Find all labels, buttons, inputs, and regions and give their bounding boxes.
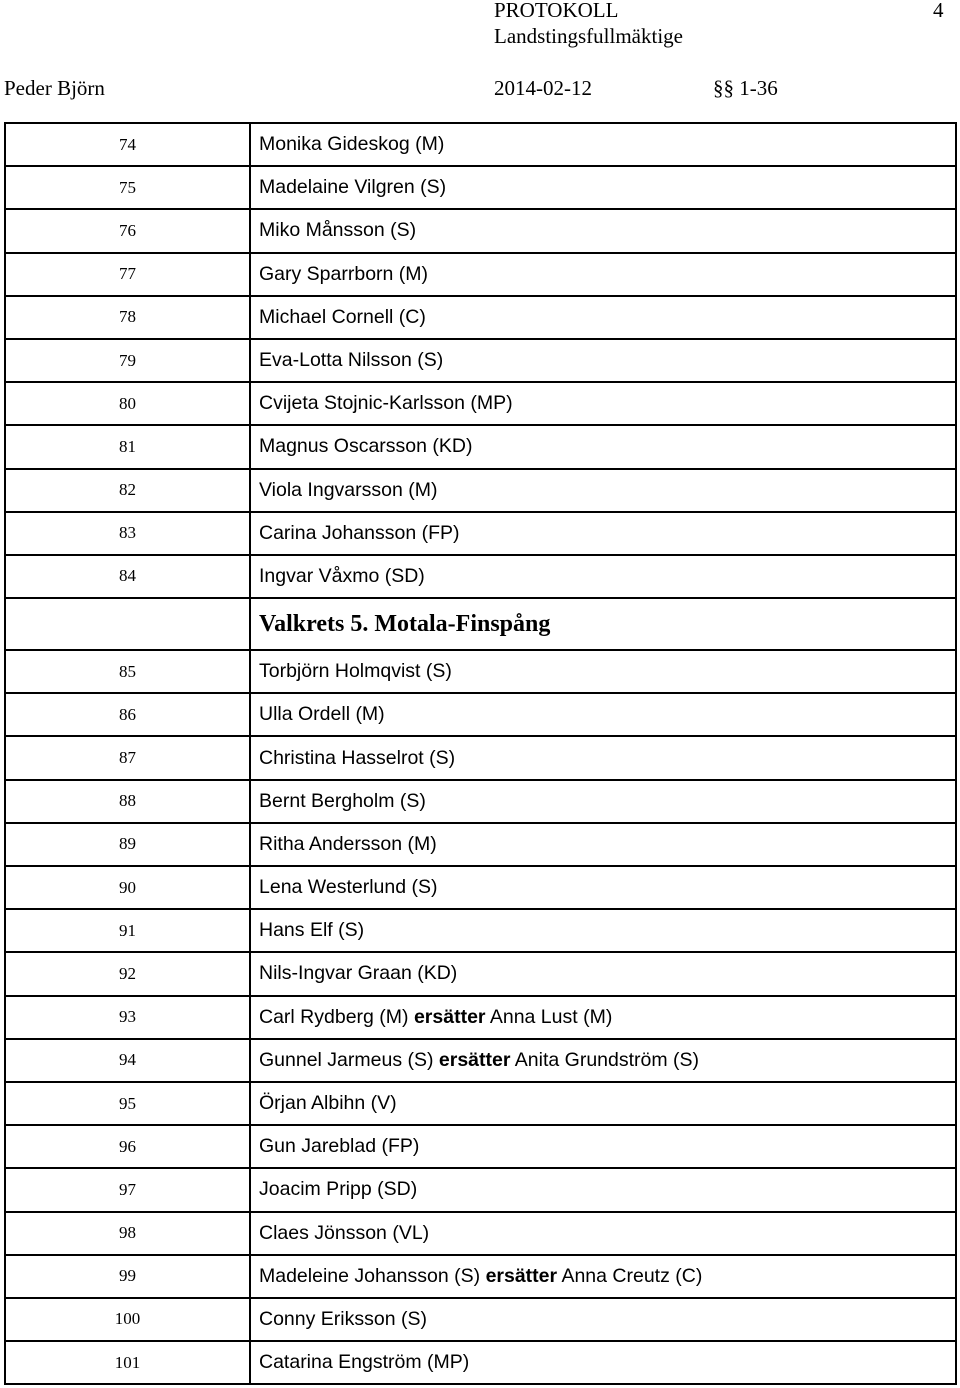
row-number-text: 80 — [119, 393, 136, 413]
table-row — [5, 866, 956, 909]
row-number-text: 90 — [119, 877, 136, 897]
row-number-text: 87 — [119, 748, 136, 768]
replaces-keyword: ersätter — [413, 1005, 486, 1028]
replaced-member-name: Anna Creutz (C) — [561, 1264, 703, 1287]
row-number — [5, 469, 250, 512]
row-number — [5, 1039, 250, 1082]
row-number-text: 82 — [119, 480, 136, 500]
row-number-text: 85 — [119, 661, 136, 681]
table-row — [5, 469, 956, 512]
row-number — [5, 1082, 250, 1125]
table-row — [5, 1168, 956, 1211]
member-cell — [250, 866, 956, 909]
table-row — [5, 996, 956, 1039]
replaces-keyword: ersätter — [485, 1264, 558, 1287]
attendance-table-body — [5, 123, 956, 1384]
member-name: Christina Hasselrot (S) — [259, 746, 456, 769]
member-name: Carina Johansson (FP) — [259, 521, 460, 544]
table-row — [5, 1341, 956, 1384]
row-number-text: 84 — [119, 566, 136, 586]
member-cell — [250, 382, 956, 425]
section-reference: §§ 1-36 — [713, 76, 778, 100]
author-name: Peder Björn — [4, 76, 105, 100]
row-number — [5, 1125, 250, 1168]
attendance-table — [4, 122, 957, 1385]
row-number-text: 97 — [119, 1179, 136, 1199]
member-name: Monika Gideskog (M) — [259, 133, 445, 156]
row-number-text: 101 — [114, 1352, 141, 1372]
member-cell — [250, 780, 956, 823]
row-number-text: 93 — [119, 1007, 136, 1027]
row-number — [5, 1341, 250, 1384]
member-cell — [250, 1212, 956, 1255]
row-number-text: 86 — [119, 704, 136, 724]
row-number-text: 91 — [119, 920, 136, 940]
organization-name: Landstingsfullmäktige — [494, 24, 683, 48]
row-number — [5, 780, 250, 823]
member-cell — [250, 339, 956, 382]
row-number — [5, 253, 250, 296]
member-cell — [250, 996, 956, 1039]
row-number-text: 76 — [119, 220, 136, 240]
table-row — [5, 425, 956, 468]
member-name: Gunnel Jarmeus (S) — [259, 1048, 434, 1071]
member-name: Ingvar Våxmo (SD) — [259, 564, 425, 587]
member-name: Joacim Pripp (SD) — [259, 1178, 418, 1201]
row-number — [5, 1212, 250, 1255]
table-row — [5, 209, 956, 252]
row-number — [5, 823, 250, 866]
row-number — [5, 1168, 250, 1211]
member-cell — [250, 650, 956, 693]
row-number — [5, 909, 250, 952]
row-number — [5, 1255, 250, 1298]
district-heading-row — [5, 598, 956, 650]
row-number — [5, 555, 250, 598]
row-number-text: 88 — [119, 791, 136, 811]
member-name: Carl Rydberg (M) — [259, 1005, 409, 1028]
member-name: Örjan Albihn (V) — [259, 1092, 397, 1115]
member-cell — [250, 253, 956, 296]
row-number — [5, 693, 250, 736]
document-title: PROTOKOLL — [494, 0, 619, 22]
member-cell — [250, 693, 956, 736]
table-row — [5, 909, 956, 952]
district-heading-cell — [250, 598, 956, 650]
row-number-text: 81 — [119, 436, 136, 456]
table-row — [5, 780, 956, 823]
member-cell — [250, 1341, 956, 1384]
row-number — [5, 425, 250, 468]
table-row — [5, 1125, 956, 1168]
table-row — [5, 166, 956, 209]
table-row — [5, 1082, 956, 1125]
member-cell — [250, 469, 956, 512]
meeting-date: 2014-02-12 — [494, 76, 592, 100]
row-number-text: 100 — [114, 1309, 141, 1329]
member-cell — [250, 209, 956, 252]
member-name: Gun Jareblad (FP) — [259, 1135, 420, 1158]
member-name: Viola Ingvarsson (M) — [259, 478, 438, 501]
row-number-text: 95 — [119, 1093, 136, 1113]
page-number: 4 — [933, 0, 944, 22]
row-number — [5, 952, 250, 995]
member-name: Conny Eriksson (S) — [259, 1307, 427, 1330]
member-cell — [250, 736, 956, 779]
row-number-text: 74 — [119, 134, 136, 154]
member-cell — [250, 296, 956, 339]
row-number — [5, 166, 250, 209]
row-number — [5, 512, 250, 555]
replaces-keyword: ersätter — [438, 1048, 511, 1071]
row-number — [5, 866, 250, 909]
row-number-text: 96 — [119, 1136, 136, 1156]
table-row — [5, 512, 956, 555]
row-number-text: 92 — [119, 963, 136, 983]
member-name: Catarina Engström (MP) — [259, 1351, 470, 1374]
member-name: Eva-Lotta Nilsson (S) — [259, 349, 444, 372]
member-name: Madeleine Johansson (S) — [259, 1264, 481, 1287]
table-row — [5, 1255, 956, 1298]
member-cell — [250, 823, 956, 866]
table-row — [5, 952, 956, 995]
member-name: Lena Westerlund (S) — [259, 876, 438, 899]
row-number-text: 75 — [119, 177, 136, 197]
row-number-text: 79 — [119, 350, 136, 370]
member-cell — [250, 512, 956, 555]
empty-number-cell — [5, 598, 250, 650]
member-name: Claes Jönsson (VL) — [259, 1221, 430, 1244]
table-row — [5, 823, 956, 866]
member-name: Bernt Bergholm (S) — [259, 789, 426, 812]
district-heading: Valkrets 5. Motala-Finspång — [259, 610, 551, 637]
table-row — [5, 1039, 956, 1082]
row-number — [5, 996, 250, 1039]
row-number-text: 78 — [119, 307, 136, 327]
table-row — [5, 1298, 956, 1341]
table-row — [5, 693, 956, 736]
row-number — [5, 736, 250, 779]
member-name: Hans Elf (S) — [259, 919, 365, 942]
row-number — [5, 123, 250, 166]
row-number-text: 77 — [119, 264, 136, 284]
row-number — [5, 296, 250, 339]
row-number-text: 99 — [119, 1266, 136, 1286]
row-number — [5, 339, 250, 382]
member-cell — [250, 425, 956, 468]
member-cell — [250, 1082, 956, 1125]
member-name: Cvijeta Stojnic-Karlsson (MP) — [259, 392, 513, 415]
member-name: Ulla Ordell (M) — [259, 703, 385, 726]
table-row — [5, 339, 956, 382]
row-number-text: 89 — [119, 834, 136, 854]
member-cell — [250, 1298, 956, 1341]
member-cell — [250, 166, 956, 209]
member-name: Michael Cornell (C) — [259, 305, 426, 328]
row-number — [5, 209, 250, 252]
row-number-text: 98 — [119, 1223, 136, 1243]
table-row — [5, 555, 956, 598]
replaced-member-name: Anita Grundström (S) — [514, 1048, 700, 1071]
member-cell — [250, 1039, 956, 1082]
member-name: Madelaine Vilgren (S) — [259, 176, 447, 199]
row-number — [5, 382, 250, 425]
member-cell — [250, 1168, 956, 1211]
member-cell — [250, 555, 956, 598]
row-number-text: 83 — [119, 523, 136, 543]
member-cell — [250, 909, 956, 952]
table-row — [5, 1212, 956, 1255]
table-row — [5, 123, 956, 166]
member-name: Miko Månsson (S) — [259, 219, 417, 242]
member-cell — [250, 1125, 956, 1168]
table-row — [5, 736, 956, 779]
table-row — [5, 382, 956, 425]
row-number — [5, 650, 250, 693]
table-row — [5, 650, 956, 693]
replaced-member-name: Anna Lust (M) — [489, 1005, 613, 1028]
table-row — [5, 253, 956, 296]
row-number — [5, 1298, 250, 1341]
member-cell — [250, 123, 956, 166]
member-cell — [250, 952, 956, 995]
row-number-text: 94 — [119, 1050, 136, 1070]
member-cell — [250, 1255, 956, 1298]
member-name: Ritha Andersson (M) — [259, 832, 437, 855]
member-name: Magnus Oscarsson (KD) — [259, 435, 473, 458]
member-name: Torbjörn Holmqvist (S) — [259, 660, 452, 683]
table-row — [5, 296, 956, 339]
member-name: Nils-Ingvar Graan (KD) — [259, 962, 458, 985]
member-name: Gary Sparrborn (M) — [259, 262, 429, 285]
